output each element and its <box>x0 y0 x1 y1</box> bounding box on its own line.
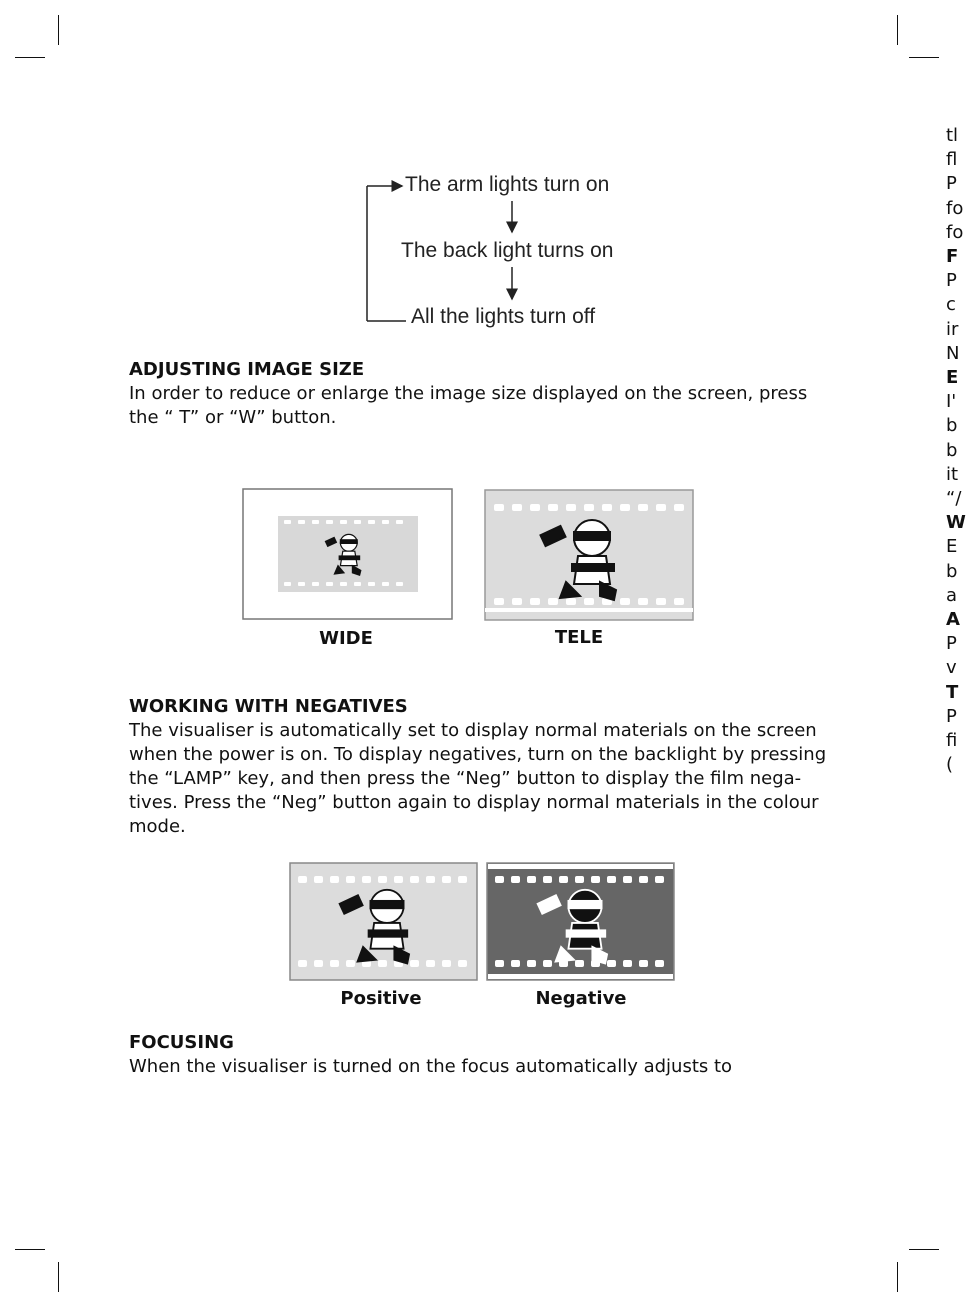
adjacent-page-fragment <box>946 124 966 777</box>
fragment-line: “/ <box>946 488 962 510</box>
fragment-line: fo <box>946 197 964 219</box>
caption-negative: Negative <box>535 988 627 1009</box>
fragment-line: fl <box>946 149 958 171</box>
caption-positive: Positive <box>340 988 422 1009</box>
crop-mark <box>909 1249 939 1250</box>
fragment-line: b <box>946 560 958 582</box>
fragment-line: v <box>946 657 957 679</box>
fragment-line: a <box>946 584 958 606</box>
crop-mark <box>58 15 59 45</box>
flow-step-arm-lights: The arm lights turn on <box>405 173 610 196</box>
paragraph-line: The visualiser is automatically set to display normal materials on the screen <box>129 720 817 741</box>
fragment-line: E <box>946 536 958 558</box>
fragment-line: E <box>946 367 959 389</box>
lamp-cycle-diagram <box>360 170 660 340</box>
fragment-line: F <box>946 246 959 268</box>
fragment-line: I' <box>946 391 957 413</box>
paragraph-line: In order to reduce or enlarge the image size displayed on the screen, press <box>129 383 808 404</box>
fragment-line: c <box>946 294 956 316</box>
image-size-paragraph <box>129 382 819 430</box>
fragment-line: fi <box>946 730 958 752</box>
fragment-line: it <box>946 463 959 485</box>
fragment-line: ir <box>946 318 959 340</box>
paragraph-line: the “LAMP” key, and then press the “Neg” button to display the film nega- <box>129 768 802 789</box>
crop-mark <box>15 57 45 58</box>
fragment-line: ( <box>946 754 954 776</box>
fragment-line: A <box>946 609 960 631</box>
negatives-paragraph <box>129 719 827 839</box>
section-heading-focusing: FOCUSING <box>129 1032 234 1053</box>
negative-figure <box>289 862 679 1009</box>
crop-mark <box>909 57 939 58</box>
crop-mark <box>15 1249 45 1250</box>
fragment-line: tl <box>946 125 959 146</box>
zoom-figure <box>242 488 697 649</box>
fragment-line: W <box>946 512 966 534</box>
paragraph-line: the “ T” or “W” button. <box>129 407 337 428</box>
flow-step-back-light: The back light turns on <box>401 239 614 262</box>
section-heading-negatives: WORKING WITH NEGATIVES <box>129 696 408 717</box>
fragment-line: b <box>946 415 958 437</box>
fragment-line: P <box>946 633 957 655</box>
wide-film-illustration <box>278 516 418 592</box>
paragraph-line: when the power is on. To display negatives, turn on the backlight by pressing <box>129 744 827 765</box>
paragraph-line: mode. <box>129 816 186 837</box>
section-heading-image-size: ADJUSTING IMAGE SIZE <box>129 359 365 380</box>
crop-mark <box>58 1262 59 1292</box>
focusing-paragraph <box>129 1055 819 1079</box>
crop-mark <box>897 15 898 45</box>
paragraph-line: tives. Press the “Neg” button again to display normal materials in the colour <box>129 792 819 813</box>
caption-tele: TELE <box>554 627 604 648</box>
fragment-line: T <box>946 681 959 703</box>
fragment-line: b <box>946 439 958 461</box>
fragment-line: P <box>946 173 957 195</box>
flow-step-lights-off: All the lights turn off <box>411 305 596 328</box>
fragment-line: P <box>946 270 957 292</box>
fragment-line: N <box>946 342 960 364</box>
fragment-line: P <box>946 705 957 727</box>
paragraph-line: When the visualiser is turned on the focus automatically adjusts to <box>129 1056 733 1077</box>
crop-mark <box>897 1262 898 1292</box>
fragment-line: fo <box>946 221 964 243</box>
caption-wide: WIDE <box>319 628 373 649</box>
